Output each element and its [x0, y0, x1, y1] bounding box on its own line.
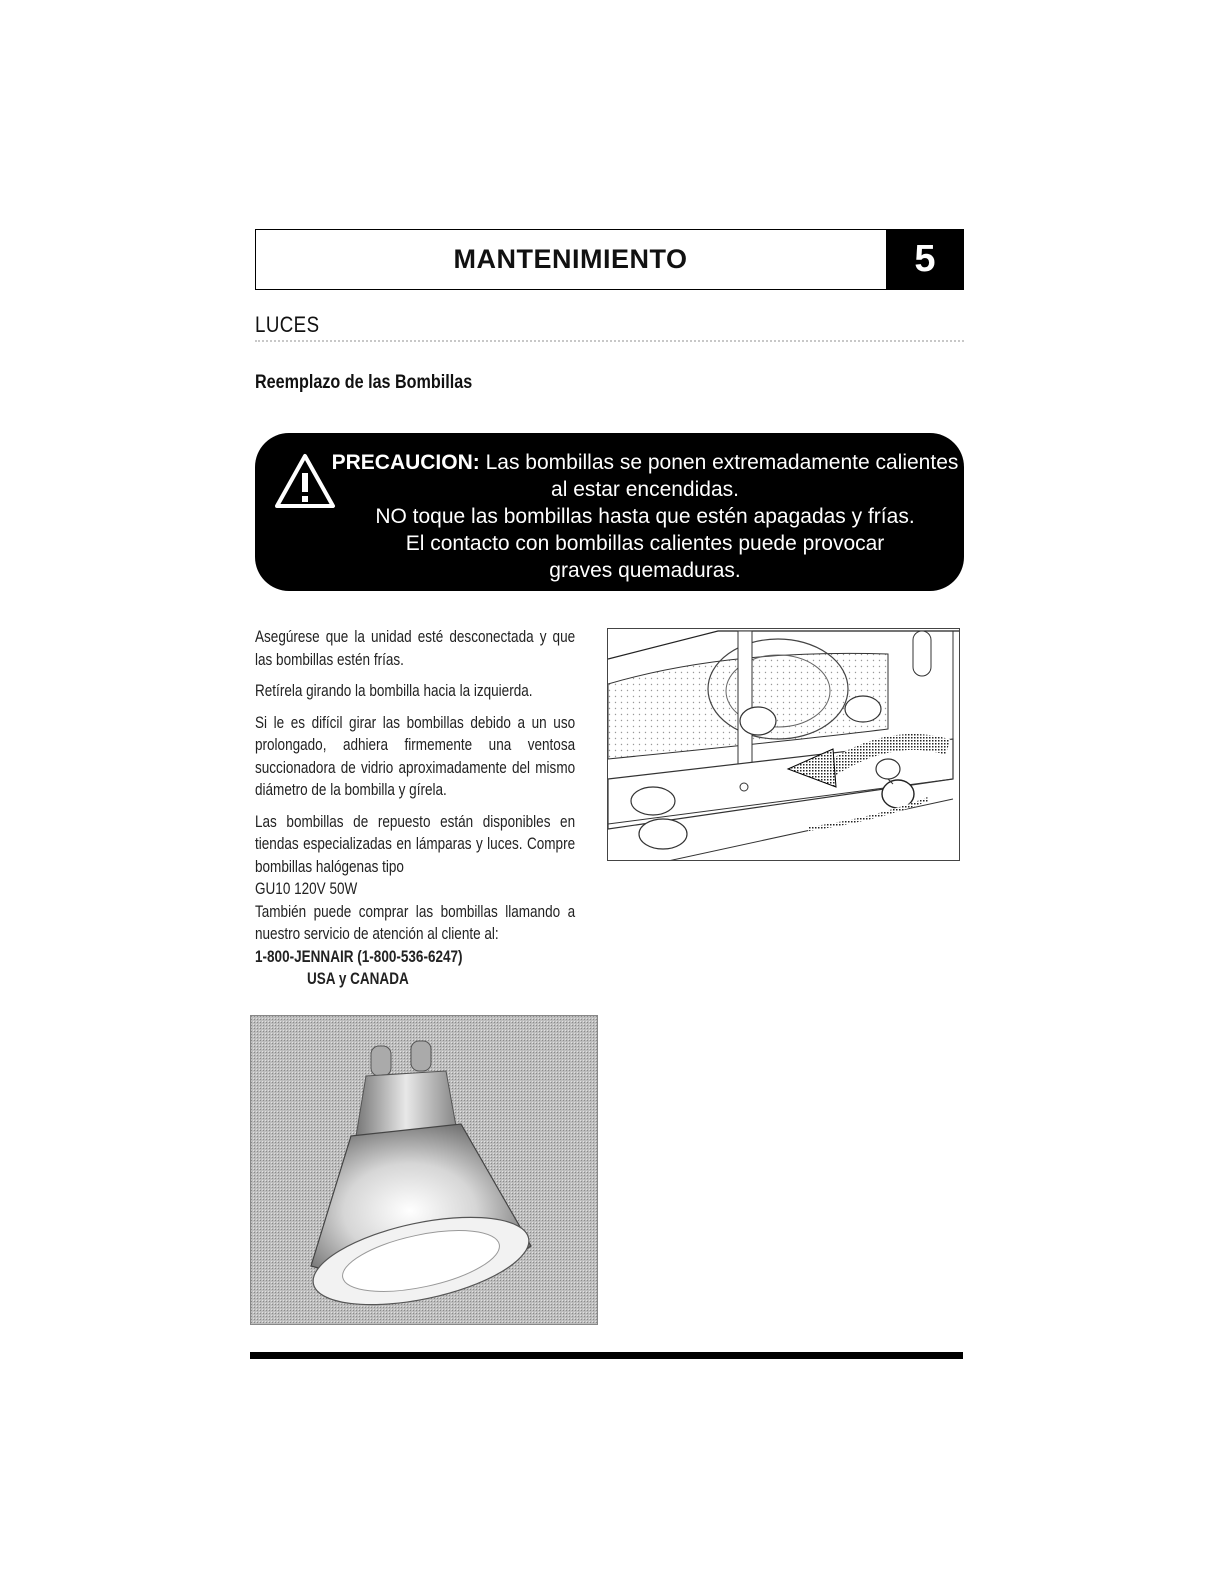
caution-text: [325, 449, 965, 584]
halogen-bulb-image: [251, 1016, 598, 1325]
caution-line-3: NO toque las bombillas hasta que estén apagadas y frías.: [375, 505, 915, 528]
service-region: USA y CANADA: [307, 970, 409, 988]
caution-line-4: El contacto con bombillas calientes puede provocar: [405, 532, 885, 555]
bulb-removal-illustration: [608, 629, 960, 861]
chapter-number-badge: 5: [886, 229, 964, 290]
caution-line-5: graves quemaduras.: [549, 559, 741, 582]
caution-lead: PRECAUCION:: [331, 451, 480, 474]
instruction-paragraph: Si le es difícil girar las bombillas debido a un uso prolongado, adhiera firmemente una ventosa succionadora de vidrio aproximadamente del mismo diámetro de la bombilla y gírela.: [255, 713, 576, 799]
instruction-paragraph: También puede comprar las bombillas llamando a nuestro servicio de atención al cliente al:: [255, 902, 576, 943]
caution-banner: [255, 433, 964, 591]
section-divider: [255, 340, 964, 342]
service-phone: 1-800-JENNAIR (1-800-536-6247): [255, 947, 463, 966]
section-title: LUCES: [255, 312, 320, 337]
caution-line-2: al estar encendidas.: [551, 478, 739, 501]
halogen-bulb-photo: [250, 1015, 598, 1325]
footer-rule: [250, 1352, 963, 1359]
instruction-paragraph: Las bombillas de repuesto están disponibles en tiendas especializadas en lámparas y luces. Compre bombillas halógenas tipo: [255, 812, 576, 876]
instruction-paragraph: Asegúrese que la unidad esté desconectada y que las bombillas estén frías.: [255, 628, 576, 669]
instruction-paragraph: Retírela girando la bombilla hacia la izquierda.: [255, 682, 533, 700]
bulb-removal-diagram: [607, 628, 960, 861]
caution-line-1: Las bombillas se ponen extremadamente calientes: [479, 451, 959, 474]
bulb-spec: GU10 120V 50W: [255, 880, 358, 898]
instructions-column: [255, 626, 575, 991]
subsection-title: Reemplazo de las Bombillas: [255, 372, 473, 393]
page-title: MANTENIMIENTO: [453, 244, 688, 274]
